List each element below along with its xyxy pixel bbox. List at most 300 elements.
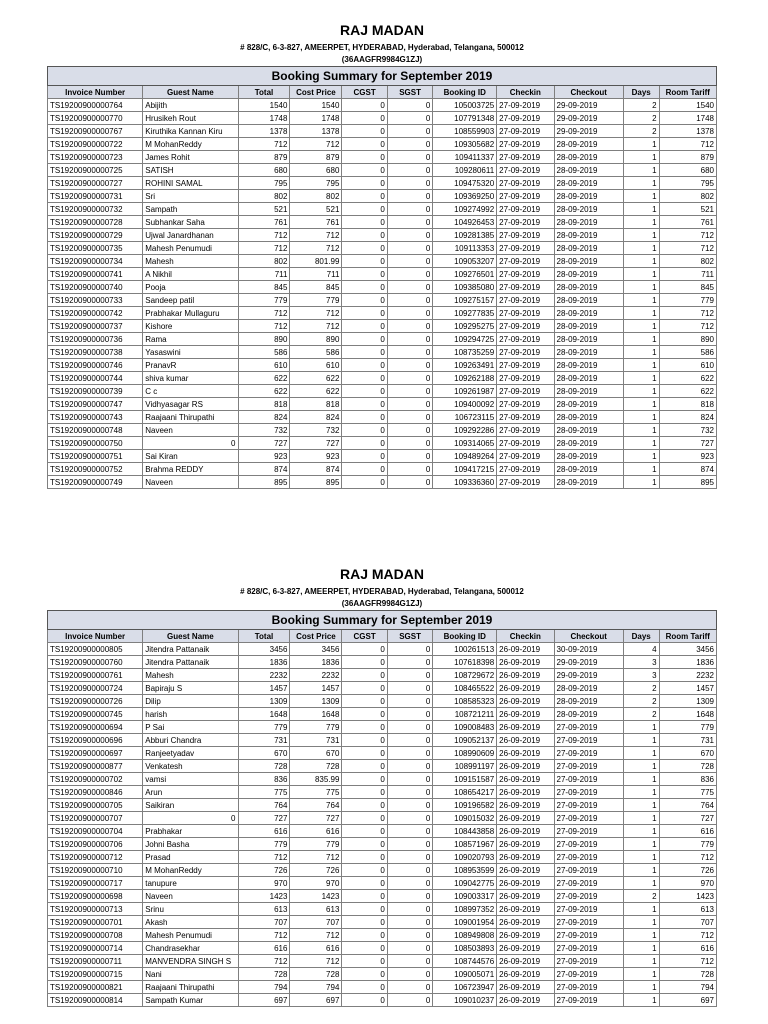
table-cell: 1 <box>623 216 659 229</box>
table-cell: 1 <box>623 903 659 916</box>
table-cell: Dilip <box>143 695 238 708</box>
table-cell: 1 <box>623 851 659 864</box>
table-cell: 879 <box>238 151 290 164</box>
column-header: Total <box>238 86 290 99</box>
table-cell: 824 <box>238 411 290 424</box>
table-cell: TS19200900000728 <box>48 216 143 229</box>
table-cell: 779 <box>238 294 290 307</box>
table-cell: 711 <box>238 268 290 281</box>
table-row <box>48 708 717 721</box>
table-row <box>48 669 717 682</box>
table-cell: 728 <box>290 760 342 773</box>
column-header: Invoice Number <box>48 630 143 643</box>
table-cell: 1648 <box>659 708 716 721</box>
booking-summary-block-1 <box>47 22 717 489</box>
table-cell: 1309 <box>659 695 716 708</box>
table-cell: 0 <box>342 656 387 669</box>
table-cell: 879 <box>290 151 342 164</box>
table-cell: 0 <box>387 320 432 333</box>
table-cell: 0 <box>387 99 432 112</box>
table-cell: 1 <box>623 203 659 216</box>
table-cell: TS19200900000740 <box>48 281 143 294</box>
table-cell: 109274992 <box>433 203 497 216</box>
table-row <box>48 994 717 1007</box>
table-cell: 109262188 <box>433 372 497 385</box>
table-cell: 895 <box>659 476 716 489</box>
table-cell: 109053207 <box>433 255 497 268</box>
table-cell: 0 <box>342 190 387 203</box>
table-cell: 1 <box>623 994 659 1007</box>
table-cell: 109400092 <box>433 398 497 411</box>
table-cell: 1 <box>623 424 659 437</box>
table-cell: 27-09-2019 <box>554 929 623 942</box>
table-cell: Johni Basha <box>143 838 238 851</box>
header-row <box>48 630 717 643</box>
table-cell: 1836 <box>238 656 290 669</box>
table-cell: 28-09-2019 <box>554 424 623 437</box>
table-cell: 107791348 <box>433 112 497 125</box>
table-cell: 28-09-2019 <box>554 203 623 216</box>
table-cell: 28-09-2019 <box>554 151 623 164</box>
company-gstin: (36AAGFR9984G1ZJ) <box>341 55 423 64</box>
table-cell: 1 <box>623 864 659 877</box>
table-cell: 109261987 <box>433 385 497 398</box>
table-cell: 28-09-2019 <box>554 450 623 463</box>
table-cell: 109281385 <box>433 229 497 242</box>
table-cell: 712 <box>238 229 290 242</box>
table-cell: 27-09-2019 <box>497 424 554 437</box>
table-cell: 109263491 <box>433 359 497 372</box>
table-cell: 670 <box>290 747 342 760</box>
table-cell: 109276501 <box>433 268 497 281</box>
table-row <box>48 229 717 242</box>
table-cell: 0 <box>387 643 432 656</box>
table-cell: 109411337 <box>433 151 497 164</box>
table-cell: TS19200900000707 <box>48 812 143 825</box>
table-cell: 2 <box>623 708 659 721</box>
table-cell: 1 <box>623 981 659 994</box>
table-row <box>48 164 717 177</box>
table-cell: Mahesh Penumudi <box>143 242 238 255</box>
table-cell: 0 <box>387 138 432 151</box>
table-cell: 0 <box>342 463 387 476</box>
table-cell: 779 <box>290 721 342 734</box>
table-cell: 27-09-2019 <box>554 877 623 890</box>
table-cell: 0 <box>387 190 432 203</box>
table-cell: 1 <box>623 463 659 476</box>
table-cell: 1378 <box>290 125 342 138</box>
table-cell: 0 <box>342 825 387 838</box>
table-cell: 1 <box>623 812 659 825</box>
table-cell: 712 <box>659 242 716 255</box>
table-cell: 521 <box>238 203 290 216</box>
table-row <box>48 268 717 281</box>
table-cell: 622 <box>238 385 290 398</box>
column-header: Total <box>238 630 290 643</box>
table-cell: 0 <box>387 203 432 216</box>
table-cell: 732 <box>659 424 716 437</box>
table-row <box>48 942 717 955</box>
table-cell: 1 <box>623 385 659 398</box>
table-row <box>48 981 717 994</box>
table-cell: 0 <box>387 877 432 890</box>
table-cell: 1457 <box>238 682 290 695</box>
table-cell: Naveen <box>143 424 238 437</box>
table-cell: 27-09-2019 <box>497 177 554 190</box>
table-cell: 0 <box>342 955 387 968</box>
table-cell: Ujwal Janardhanan <box>143 229 238 242</box>
table-row <box>48 307 717 320</box>
table-cell: 728 <box>659 968 716 981</box>
table-cell: 712 <box>238 242 290 255</box>
table-cell: Bapiraju S <box>143 682 238 695</box>
table-cell: 874 <box>238 463 290 476</box>
table-cell: 727 <box>238 437 290 450</box>
table-cell: TS19200900000714 <box>48 942 143 955</box>
table-cell: 779 <box>659 721 716 734</box>
table-cell: 712 <box>238 320 290 333</box>
table-cell: 27-09-2019 <box>497 333 554 346</box>
table-cell: Vidhyasagar RS <box>143 398 238 411</box>
table-cell: 1 <box>623 799 659 812</box>
table-cell: 26-09-2019 <box>497 981 554 994</box>
table-cell: 0 <box>342 151 387 164</box>
table-cell: 712 <box>238 138 290 151</box>
table-cell: 0 <box>387 838 432 851</box>
table-row <box>48 682 717 695</box>
table-cell: 28-09-2019 <box>554 411 623 424</box>
table-row <box>48 294 717 307</box>
table-cell: 610 <box>290 359 342 372</box>
table-cell: 1423 <box>290 890 342 903</box>
table-cell: 0 <box>342 424 387 437</box>
table-cell: TS19200900000723 <box>48 151 143 164</box>
table-cell: 1309 <box>290 695 342 708</box>
table-cell: 28-09-2019 <box>554 229 623 242</box>
table-cell: Prabhakar Mullaguru <box>143 307 238 320</box>
table-row <box>48 864 717 877</box>
company-name: RAJ MADAN <box>340 566 424 582</box>
table-cell: 27-09-2019 <box>497 398 554 411</box>
table-cell: 0 <box>387 476 432 489</box>
table-cell: 109336360 <box>433 476 497 489</box>
table-row <box>48 177 717 190</box>
table-cell: 109369250 <box>433 190 497 203</box>
table-cell: Akash <box>143 916 238 929</box>
table-cell: 0 <box>342 268 387 281</box>
table-cell: 3456 <box>238 643 290 656</box>
table-cell: 108559903 <box>433 125 497 138</box>
table-cell: 27-09-2019 <box>497 268 554 281</box>
table-cell: 802 <box>290 190 342 203</box>
table-cell: 109001954 <box>433 916 497 929</box>
table-cell: 27-09-2019 <box>497 138 554 151</box>
table-cell: 0 <box>387 656 432 669</box>
header-row <box>48 86 717 99</box>
table-cell: TS19200900000736 <box>48 333 143 346</box>
table-cell: 29-09-2019 <box>554 669 623 682</box>
table-row <box>48 786 717 799</box>
table-cell: 1 <box>623 398 659 411</box>
table-cell: 109010237 <box>433 994 497 1007</box>
table-cell: 923 <box>659 450 716 463</box>
table-cell: 27-09-2019 <box>497 346 554 359</box>
table-row <box>48 955 717 968</box>
table-cell: 27-09-2019 <box>554 825 623 838</box>
table-cell: 109489264 <box>433 450 497 463</box>
table-cell: 970 <box>238 877 290 890</box>
table-cell: 26-09-2019 <box>497 708 554 721</box>
table-cell: TS19200900000742 <box>48 307 143 320</box>
table-cell: 0 <box>387 786 432 799</box>
table-cell: Mahesh <box>143 669 238 682</box>
table-cell: 1 <box>623 229 659 242</box>
table-cell: 836 <box>659 773 716 786</box>
table-cell: 3456 <box>290 643 342 656</box>
table-cell: 27-09-2019 <box>497 190 554 203</box>
table-cell: 0 <box>387 968 432 981</box>
table-cell: 28-09-2019 <box>554 695 623 708</box>
table-title: Booking Summary for September 2019 <box>48 611 717 630</box>
table-cell: 0 <box>387 372 432 385</box>
table-cell: 0 <box>342 294 387 307</box>
table-cell: 26-09-2019 <box>497 890 554 903</box>
table-cell: 2 <box>623 125 659 138</box>
table-cell: 1 <box>623 916 659 929</box>
table-cell: 835.99 <box>290 773 342 786</box>
table-cell: 26-09-2019 <box>497 643 554 656</box>
table-cell: 0 <box>387 229 432 242</box>
table-cell: Ranjeetyadav <box>143 747 238 760</box>
table-cell: 108949808 <box>433 929 497 942</box>
table-row <box>48 242 717 255</box>
table-cell: 2 <box>623 890 659 903</box>
table-cell: 712 <box>659 138 716 151</box>
table-cell: 0 <box>387 385 432 398</box>
table-cell: 0 <box>342 682 387 695</box>
table-cell: 2232 <box>238 669 290 682</box>
table-cell: 26-09-2019 <box>497 929 554 942</box>
table-cell: 27-09-2019 <box>497 307 554 320</box>
table-cell: 1 <box>623 346 659 359</box>
table-cell: 970 <box>659 877 716 890</box>
table-row <box>48 424 717 437</box>
table-cell: 680 <box>238 164 290 177</box>
table-row <box>48 99 717 112</box>
table-cell: 109005071 <box>433 968 497 981</box>
table-cell: 0 <box>143 437 238 450</box>
table-cell: 1 <box>623 151 659 164</box>
table-cell: 1 <box>623 333 659 346</box>
table-cell: TS19200900000724 <box>48 682 143 695</box>
table-cell: 728 <box>290 968 342 981</box>
table-cell: 712 <box>659 320 716 333</box>
table-cell: 0 <box>387 851 432 864</box>
table-cell: 0 <box>342 112 387 125</box>
table-cell: 0 <box>342 476 387 489</box>
table-cell: 0 <box>342 773 387 786</box>
table-cell: TS19200900000705 <box>48 799 143 812</box>
table-cell: 26-09-2019 <box>497 812 554 825</box>
table-cell: 622 <box>238 372 290 385</box>
table-cell: 610 <box>659 359 716 372</box>
table-cell: TS19200900000734 <box>48 255 143 268</box>
table-cell: 0 <box>342 437 387 450</box>
table-cell: 0 <box>387 955 432 968</box>
table-row <box>48 929 717 942</box>
table-cell: 27-09-2019 <box>497 320 554 333</box>
table-cell: 27-09-2019 <box>497 229 554 242</box>
table-cell: 0 <box>342 164 387 177</box>
table-row <box>48 281 717 294</box>
table-cell: shiva kumar <box>143 372 238 385</box>
table-cell: 27-09-2019 <box>497 242 554 255</box>
table-cell: 731 <box>290 734 342 747</box>
table-cell: 712 <box>290 929 342 942</box>
table-cell: TS19200900000712 <box>48 851 143 864</box>
table-cell: 1 <box>623 294 659 307</box>
table-row <box>48 747 717 760</box>
table-cell: 109196582 <box>433 799 497 812</box>
table-row <box>48 877 717 890</box>
table-cell: TS19200900000698 <box>48 890 143 903</box>
table-cell: TS19200900000713 <box>48 903 143 916</box>
table-cell: TS19200900000805 <box>48 643 143 656</box>
table-cell: 0 <box>342 981 387 994</box>
table-cell: 0 <box>342 929 387 942</box>
table-cell: TS19200900000701 <box>48 916 143 929</box>
table-cell: 0 <box>387 346 432 359</box>
table-cell: 28-09-2019 <box>554 164 623 177</box>
table-cell: 28-09-2019 <box>554 281 623 294</box>
table-row <box>48 903 717 916</box>
table-cell: 108990609 <box>433 747 497 760</box>
table-cell: 0 <box>387 177 432 190</box>
table-cell: 586 <box>238 346 290 359</box>
table-cell: Kishore <box>143 320 238 333</box>
table-cell: 109314065 <box>433 437 497 450</box>
booking-summary-block-2 <box>47 566 717 1007</box>
table-cell: 727 <box>659 437 716 450</box>
column-header: Days <box>623 630 659 643</box>
table-cell: 109042775 <box>433 877 497 890</box>
table-row <box>48 411 717 424</box>
table-cell: 3 <box>623 669 659 682</box>
table-cell: 1 <box>623 773 659 786</box>
table-cell: 0 <box>387 721 432 734</box>
table-cell: 712 <box>290 242 342 255</box>
table-cell: 727 <box>290 812 342 825</box>
table-cell: 26-09-2019 <box>497 942 554 955</box>
table-cell: 2 <box>623 99 659 112</box>
table-cell: 727 <box>238 812 290 825</box>
table-cell: 28-09-2019 <box>554 320 623 333</box>
table-cell: 109052137 <box>433 734 497 747</box>
table-cell: 0 <box>342 968 387 981</box>
table-cell: Pooja <box>143 281 238 294</box>
table-cell: 28-09-2019 <box>554 346 623 359</box>
column-header: Checkout <box>554 86 623 99</box>
table-cell: 0 <box>387 463 432 476</box>
table-cell: 106723115 <box>433 411 497 424</box>
table-cell: Raajaani Thirupathi <box>143 411 238 424</box>
table-cell: 26-09-2019 <box>497 747 554 760</box>
table-cell: 0 <box>342 890 387 903</box>
table-cell: 726 <box>290 864 342 877</box>
table-cell: 794 <box>238 981 290 994</box>
table-cell: TS19200900000744 <box>48 372 143 385</box>
table-cell: TS19200900000727 <box>48 177 143 190</box>
table-cell: 728 <box>238 968 290 981</box>
table-cell: 27-09-2019 <box>497 385 554 398</box>
table-cell: 712 <box>238 851 290 864</box>
table-cell: TS19200900000725 <box>48 164 143 177</box>
table-cell: 0 <box>342 747 387 760</box>
table-cell: 616 <box>659 942 716 955</box>
table-cell: 26-09-2019 <box>497 669 554 682</box>
table-cell: 1 <box>623 877 659 890</box>
table-cell: 1 <box>623 177 659 190</box>
table-cell: 28-09-2019 <box>554 294 623 307</box>
table-cell: 28-09-2019 <box>554 138 623 151</box>
table-cell: 2 <box>623 682 659 695</box>
table-cell: 1 <box>623 138 659 151</box>
table-cell: 27-09-2019 <box>554 773 623 786</box>
table-cell: TS19200900000821 <box>48 981 143 994</box>
table-cell: 726 <box>659 864 716 877</box>
table-cell: 28-09-2019 <box>554 177 623 190</box>
table-cell: 0 <box>342 125 387 138</box>
table-cell: 108729672 <box>433 669 497 682</box>
table-cell: 2232 <box>659 669 716 682</box>
table-cell: 108997352 <box>433 903 497 916</box>
table-row <box>48 151 717 164</box>
table-cell: TS19200900000752 <box>48 463 143 476</box>
column-header: Booking ID <box>433 86 497 99</box>
table-cell: Kiruthika Kannan Kiru <box>143 125 238 138</box>
table-cell: 27-09-2019 <box>554 916 623 929</box>
table-cell: 712 <box>290 307 342 320</box>
table-cell: 27-09-2019 <box>554 799 623 812</box>
column-header: CGST <box>342 630 387 643</box>
table-cell: 30-09-2019 <box>554 643 623 656</box>
table-cell: 100261513 <box>433 643 497 656</box>
table-cell: TS19200900000767 <box>48 125 143 138</box>
table-cell: 1836 <box>290 656 342 669</box>
table-cell: 712 <box>659 929 716 942</box>
table-cell: 109020793 <box>433 851 497 864</box>
table-cell: 845 <box>238 281 290 294</box>
table-cell: Subhankar Saha <box>143 216 238 229</box>
table-cell: 27-09-2019 <box>554 760 623 773</box>
table-cell: 28-09-2019 <box>554 372 623 385</box>
table-cell: 0 <box>387 682 432 695</box>
table-cell: 0 <box>387 411 432 424</box>
table-cell: 761 <box>290 216 342 229</box>
table-cell: TS19200900000722 <box>48 138 143 151</box>
column-header: Cost Price <box>290 630 342 643</box>
table-cell: 26-09-2019 <box>497 760 554 773</box>
table-cell: vamsi <box>143 773 238 786</box>
table-cell: Saikiran <box>143 799 238 812</box>
table-cell: Brahma REDDY <box>143 463 238 476</box>
table-cell: 1 <box>623 255 659 268</box>
table-cell: TS19200900000697 <box>48 747 143 760</box>
table-cell: 0 <box>387 669 432 682</box>
table-cell: 0 <box>387 125 432 138</box>
table-cell: 2232 <box>290 669 342 682</box>
table-cell: 27-09-2019 <box>554 968 623 981</box>
